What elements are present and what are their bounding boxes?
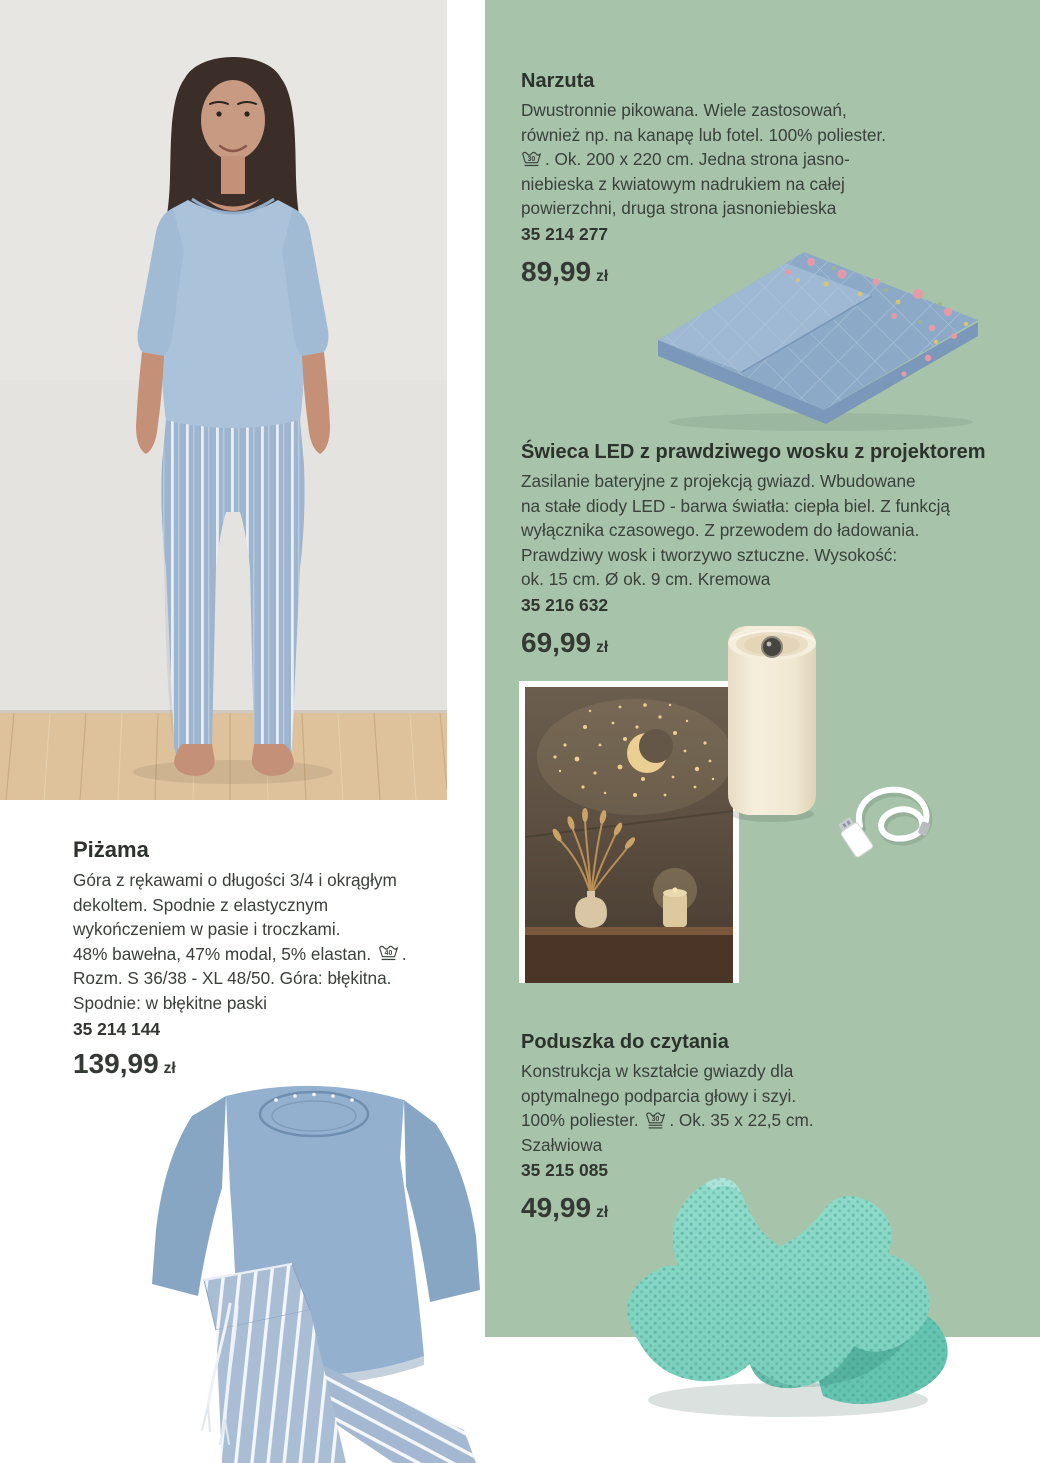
description-line: Spodnie: w błękitne paski [73,992,267,1013]
model-photo [0,0,447,800]
description-line: dekoltem. Spodnie z elastycznym [73,894,329,915]
svg-text:30: 30 [651,1115,660,1123]
description-line: optymalnego podparcia głowy i szyi. [521,1085,797,1106]
description-text: 100% poliester. [521,1110,644,1131]
description-line: Konstrukcja w kształcie gwiazdy dla [521,1061,794,1081]
price-currency: zł [596,638,609,656]
description-text: . [401,943,407,964]
svg-text:40: 40 [384,950,393,958]
description-line: Szałwiowa [521,1134,603,1155]
item-number: 35 214 277 [521,223,609,244]
price [521,257,1026,292]
product-swieca [521,439,1031,663]
price-currency: zł [596,267,609,285]
price [521,628,1031,663]
wash-30-gentle-icon [645,1111,666,1129]
wash-30-icon [521,150,542,168]
product-description [521,98,1026,221]
description-line: niebieska z kwiatowym nadrukiem na całej [521,173,845,194]
description-line [73,942,473,967]
svg-text:30: 30 [527,155,536,163]
product-title: Świeca LED z prawdziwego wosku z projektorem [521,441,986,463]
description-text: 48% bawełna, 47% modal, 5% elastan. [73,943,376,964]
item-number: 35 214 144 [73,1018,161,1039]
item-number: 35 215 085 [521,1160,609,1181]
item-number: 35 216 632 [521,594,609,615]
pajama-flatlay-photo [134,1038,480,1463]
product-description [73,868,473,1016]
description-line: Zasilanie bateryjne z projekcją gwiazd. Wbudowane [521,471,916,491]
product-title: Poduszka do czytania [521,1031,729,1053]
product-description [521,1059,1026,1157]
description-line: Prawdziwy wosk i tworzywo sztuczne. Wysokość: [521,544,898,565]
description-line [521,1108,1026,1133]
price-value: 69,99 [521,626,592,658]
description-text: . Ok. 200 x 220 cm. Jedna strona jasno- [545,149,850,170]
product-narzuta [521,68,1026,292]
description-line: Dwustronnie pikowana. Wiele zastosowań, [521,100,847,120]
product-poduszka [521,1029,1026,1228]
description-line: powierzchni, druga strona jasnoniebieska [521,198,837,219]
description-line: Góra z rękawami o długości 3/4 i okrągłym [73,870,397,890]
description-line: również np. na kanapę lub fotel. 100% poliester. [521,124,886,145]
price-value: 49,99 [521,1192,592,1224]
description-line: wykończeniem w pasie i troczkami. [73,919,341,940]
wash-40-icon [378,944,399,962]
description-line: wyłącznika czasowego. Z przewodem do ładowania. [521,520,920,541]
description-line: Rozm. S 36/38 - XL 48/50. Góra: błękitna. [73,968,392,989]
description-line: na stałe diody LED - barwa światła: ciepła biel. Z funkcją [521,495,950,516]
description-line [521,147,1026,172]
price-currency: zł [163,1059,176,1077]
description-line: ok. 15 cm. Ø ok. 9 cm. Kremowa [521,569,771,590]
usb-cable-photo [828,766,936,866]
price-value: 89,99 [521,255,592,287]
price-currency: zł [596,1204,609,1222]
candle-scene-photo [519,681,739,983]
price [73,1049,473,1084]
product-title: Piżama [73,837,149,862]
price-value: 139,99 [73,1047,159,1079]
product-pizama [73,836,473,1084]
description-text: . Ok. 35 x 22,5 cm. [669,1110,814,1131]
product-description [521,469,1031,592]
product-title: Narzuta [521,70,595,92]
price [521,1193,1026,1228]
